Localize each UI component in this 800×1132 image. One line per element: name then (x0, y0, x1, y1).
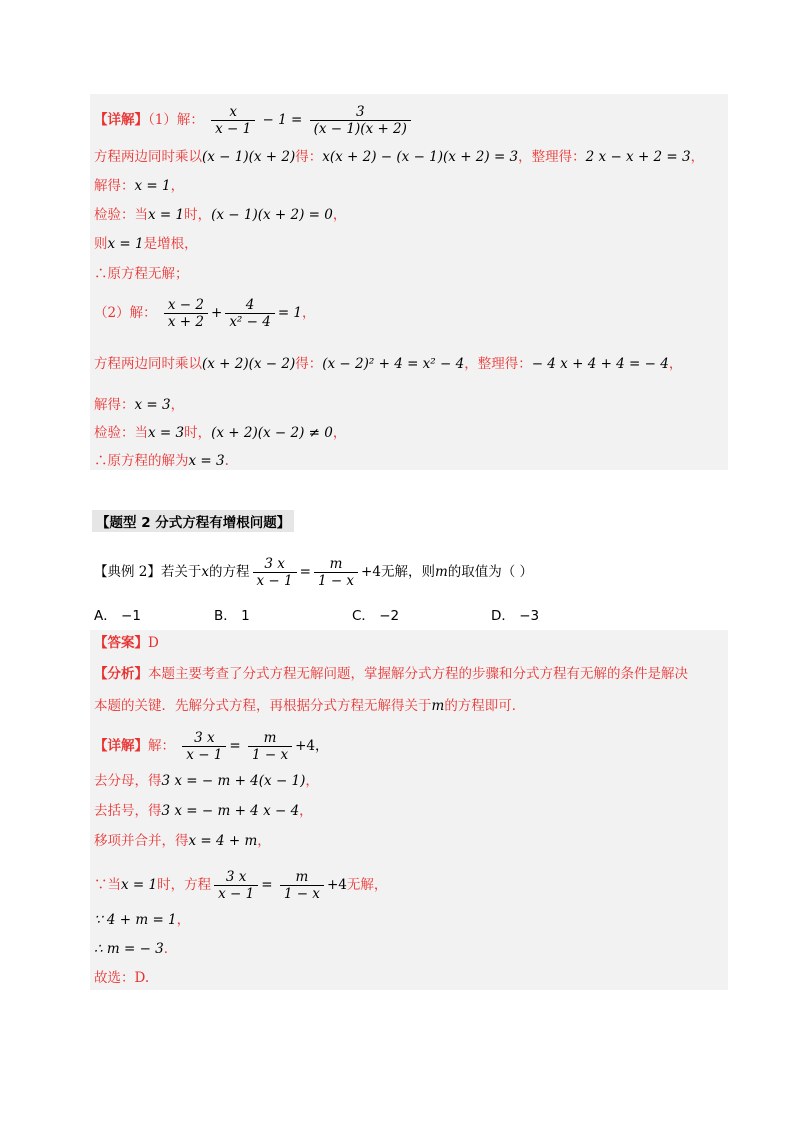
fraction: $\frac{x - 2}{x + 2}$ (164, 297, 208, 330)
detail-line-8: 方程两边同时乘以(x + 2)(x − 2)得：(x − 2)² + 4 = x² − 4，整理得：− 4 x + 4 + 4 = − 4， (94, 356, 683, 372)
solution-line-2: 去分母，得3 x = − m + 4(x − 1)， (94, 773, 319, 789)
fraction: $\frac{x}{x - 1}$ (211, 104, 255, 137)
detail-line-3: 解得：x = 1， (94, 178, 185, 194)
option-a[interactable]: A． −1 (94, 608, 141, 624)
solution-line-8: 故选：D. (94, 970, 150, 986)
detail-line-6: ∴原方程无解； (94, 266, 189, 282)
detail-label: 【详解】 (94, 112, 148, 128)
option-d[interactable]: D． −3 (491, 608, 540, 624)
solution-line-1: 【详解】解： $\frac{3 x}{x - 1}$ = $\frac{m}{1 - x}$ +4， (94, 730, 329, 763)
option-b[interactable]: B． 1 (214, 608, 250, 624)
solution-line-3: 去括号，得3 x = − m + 4 x − 4， (94, 803, 313, 819)
detail-line-1: 【详解】（1）解： $\frac{x}{x - 1}$ − 1 = $\frac{3}{(x - 1)(x + 2)}$ (94, 104, 414, 137)
fraction: $\frac{3 x}{x - 1}$ (214, 869, 258, 902)
answer-line: 【答案】D (94, 635, 159, 651)
solution-line-5: ∵当x = 1时，方程 $\frac{3 x}{x - 1}$ = $\frac{m}{1 - x}$ +4无解， (94, 869, 388, 902)
fraction: $\frac{4}{\text{x² − 4}}$ (225, 297, 275, 330)
fraction: $\frac{3}{(x - 1)(x + 2)}$ (310, 104, 411, 137)
detail-line-5: 则x = 1是增根， (94, 236, 198, 252)
section-header: 【题型 2 分式方程有增根问题】 (92, 510, 294, 532)
fraction: $\frac{3 x}{x - 1}$ (253, 556, 297, 589)
detail-line-10: 检验：当x = 3时，(x + 2)(x − 2) ≠ 0， (94, 425, 347, 441)
analysis-line-1: 【分析】本题主要考查了分式方程无解问题，掌握解分式方程的步骤和分式方程有无解的条件是解决 (94, 666, 688, 682)
fraction: $\frac{m}{1 - x}$ (248, 730, 292, 763)
analysis-line-2: 本题的关键．先解分式方程，再根据分式方程无解得关于m的方程即可． (94, 698, 526, 714)
detail-line-9: 解得：x = 3， (94, 397, 185, 413)
detail-line-11: ∴原方程的解为x = 3. (94, 453, 229, 469)
q1-label: （1）解： (148, 112, 204, 128)
solution-line-4: 移项并合并，得x = 4 + m， (94, 833, 271, 849)
solution-line-7: ∴ m = − 3． (94, 941, 178, 957)
solution-line-6: ∵ 4 + m = 1， (94, 912, 191, 928)
fraction: $\frac{m}{1 - x}$ (314, 556, 358, 589)
option-c[interactable]: C． −2 (352, 608, 400, 624)
detail-line-4: 检验：当x = 1时，(x − 1)(x + 2) = 0， (94, 207, 347, 223)
fraction: $\frac{3 x}{x - 1}$ (182, 730, 226, 763)
example-question: 【典例 2】若关于x的方程 $\frac{3 x}{x - 1}$ = $\frac{m}{1 - x}$ +4无解，则m的取值为（ ） (94, 556, 534, 589)
fraction: $\frac{m}{1 - x}$ (280, 869, 324, 902)
detail-line-7: （2）解： $\frac{x - 2}{x + 2}$ + $\frac{4}{\text{x² − 4}}$ = 1， (94, 297, 316, 330)
detail-line-2: 方程两边同时乘以(x − 1)(x + 2)得：x(x + 2) − (x − 1)(x + 2) = 3，整理得：2 x − x + 2 = 3， (94, 149, 705, 165)
